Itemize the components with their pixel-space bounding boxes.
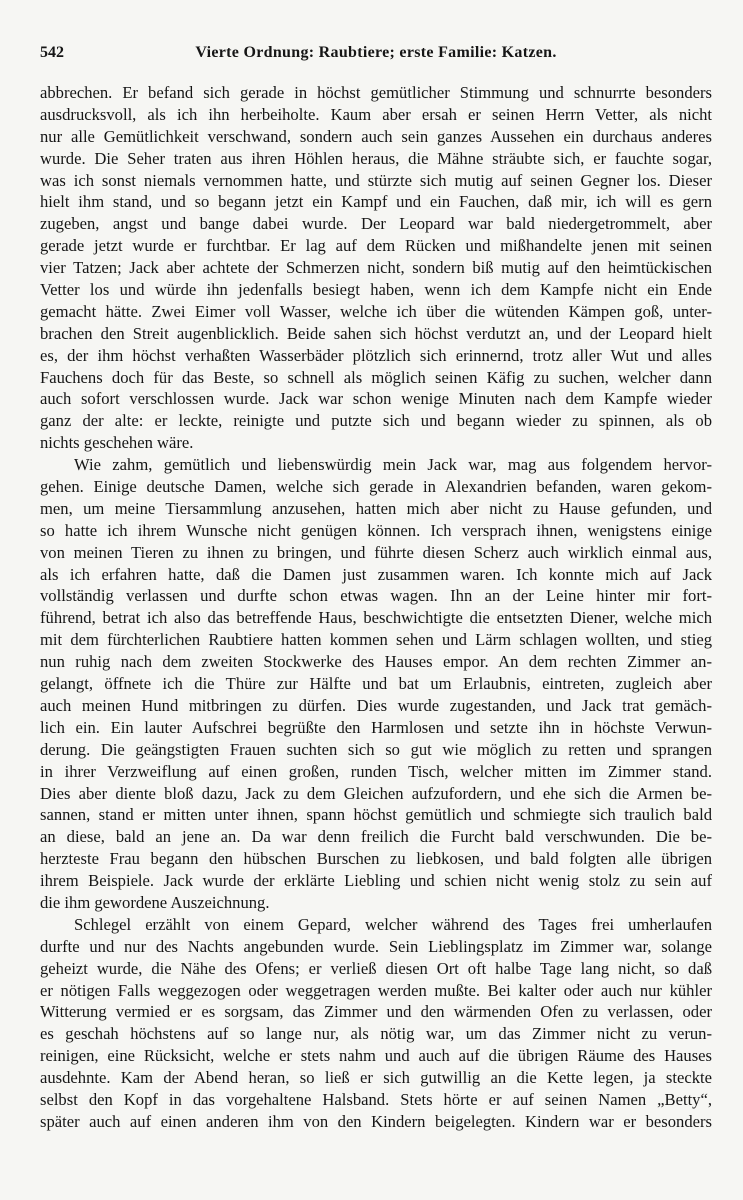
text-line: sannen, stand er mitten unter ihnen, spann höchst gemütlich und schmiegte sich traulich bald (40, 805, 712, 825)
text-line: derung. Die geängstigten Frauen suchten sich so gut wie möglich zu retten und sprangen (40, 739, 712, 759)
text-line: führend, betrat ich also das betreffende Haus, beschwichtigte die entsetzten Diener, welche mich (40, 608, 712, 628)
text-line: in ihrer Verzweiflung auf einen großen, runden Tisch, welcher mitten im Zimmer stand. (40, 761, 712, 781)
text-line: auch meinen Hund mitbringen zu dürfen. Dies wurde zugestanden, und Jack trat gemäch- (40, 695, 712, 715)
text-line: men, um meine Tiersammlung anzusehen, hatten mich aber nicht zu Hause gefunden, und (40, 498, 712, 518)
text-line: die ihm gewordene Auszeichnung. (40, 892, 270, 912)
text-line: Dies aber diente bloß dazu, Jack zu dem Gleichen aufzufordern, und ehe sich die Armen be- (40, 783, 712, 803)
text-line: ganz der alte: er leckte, reinigte und putzte sich und begann wieder zu spinnen, als ob (40, 411, 712, 431)
page-number: 542 (40, 44, 64, 61)
paragraph (40, 914, 712, 1133)
text-line: so hatte ich ihrem Wunsche nicht genügen können. Ich versprach ihnen, wenigstens einige (40, 520, 712, 540)
text-line: gemacht hätte. Zwei Eimer voll Wasser, welche ich über die wütenden Kämpen goß, unter- (40, 301, 712, 321)
text-line: er nötigen Falls weggezogen oder weggetragen werden mußte. Bei kalter oder auch nur kühler (40, 980, 712, 1000)
text-line: brachen den Streit augenblicklich. Beide sahen sich höchst verdutzt an, und der Leopard hielt (40, 323, 712, 343)
text-line: von meinen Tieren zu ihnen zu bringen, und führte diesen Scherz auch wirklich einmal aus, (40, 542, 712, 562)
text-line: abbrechen. Er befand sich gerade in höchst gemütlicher Stimmung und schnurrte besonders (40, 83, 712, 102)
text-line: zugeben, angst und bange dabei wurde. Der Leopard war bald niedergetrommelt, aber (40, 214, 712, 234)
text-line: mit dem fürchterlichen Raubtiere hatten kommen sehen und Lärm schlagen wollten, und stieg (40, 630, 712, 650)
text-line: später auch auf einen anderen ihm von den Kindern beigelegten. Kindern war er besonders (40, 1111, 712, 1131)
text-line: an diese, bald an jene an. Da war denn freilich die Furcht bald verschwunden. Die be- (40, 827, 712, 847)
text-line: was ich sonst niemals vernommen hatte, und stürzte sich mutig auf seinen Gegner los. Dieser (40, 170, 712, 190)
text-line: durfte und nur des Nachts angebunden wurde. Sein Lieblingsplatz im Zimmer war, solange (40, 936, 712, 956)
text-line: ausdehnte. Kam der Abend heran, so ließ er sich gutwillig an die Kette legen, ja steckte (40, 1068, 712, 1088)
text-line: reinigen, eine Rücksicht, welche er stets nahm und auch auf die übrigen Räume des Hauses (40, 1046, 712, 1066)
text-line: lich ein. Ein lauter Aufschrei begrüßte den Harmlosen und setzte ihn in höchste Verwun- (40, 717, 712, 737)
text-line: ausdrucksvoll, als ich ihn herbeiholte. Kaum aber ersah er seinen Herrn Vetter, als nicht (40, 104, 712, 124)
text-line: herzteste Frau begann den hübschen Burschen zu liebkosen, und bald folgten alle übrigen (40, 849, 712, 869)
text-line: es, der ihm höchst verhaßten Wasserbäder plötzlich sich erinnernd, trotz aller Wut und alles (40, 345, 712, 365)
text-line: gehen. Einige deutsche Damen, welche sich gerade in Alexandrien befanden, waren gekom- (40, 477, 712, 497)
text-line: nichts geschehen wäre. (40, 433, 194, 453)
text-line: Schlegel erzählt von einem Gepard, welcher während des Tages frei umherlaufen (74, 914, 712, 934)
running-title: Vierte Ordnung: Raubtiere; erste Familie: Katzen. (195, 44, 557, 61)
page-header (40, 44, 712, 66)
text-line: selbst den Kopf in das vorgehaltene Halsband. Stets hörte er auf seinen Namen „Betty“, (40, 1089, 712, 1109)
text-line: hielt ihm stand, und so begann jetzt ein Kampf und ein Fauchen, daß mir, ich will es gern (40, 192, 712, 212)
text-line: gerade jetzt wurde er furchtbar. Er lag auf dem Rücken und mißhandelte jenen mit seinen (40, 236, 712, 256)
text-line: vier Tatzen; Jack aber achtete der Schmerzen nicht, sondern biß mutig auf den heimtückischen (40, 258, 712, 278)
text-line: vollständig verlassen und durfte schon etwas wagen. Ihn an der Leine hinter mir fort- (40, 586, 712, 606)
text-line: wurde. Die Seher traten aus ihren Höhlen heraus, die Mähne sträubte sich, er fauchte sogar, (40, 148, 712, 168)
text-line: Witterung vermied er es sorgsam, das Zimmer und den wärmenden Ofen zu verlassen, oder (40, 1002, 712, 1022)
text-line: geheizt wurde, die Nähe des Ofens; er verließ diesen Ort oft halbe Tage lang nicht, so daß (40, 958, 712, 978)
text-line: es geschah höchstens auf so lange nur, als nötig war, um das Zimmer nicht zu verun- (40, 1024, 712, 1044)
text-line: gelangt, öffnete ich die Thüre zur Hälfte und bat um Erlaubnis, eintreten, zugleich aber (40, 674, 712, 694)
text-line: ihrem Beispiele. Jack wurde der erklärte Liebling und schien nicht wenig stolz zu sein auf (40, 871, 712, 891)
paragraph (40, 454, 712, 914)
text-line: nun ruhig nach dem zweiten Stockwerke des Hauses empor. An dem rechten Zimmer an- (40, 652, 712, 672)
body-text (40, 82, 712, 1133)
text-line: Vetter los und würde ihn jedenfalls besiegt haben, wenn ich dem Kampfe nicht ein Ende (40, 280, 712, 300)
text-line: Wie zahm, gemütlich und liebenswürdig mein Jack war, mag aus folgendem hervor- (74, 455, 712, 475)
text-line: auch sofort verschlossen wurde. Jack war schon wenige Minuten nach dem Kampfe wieder (40, 389, 712, 409)
paragraph (40, 82, 712, 454)
text-line: als ich erfahren hatte, daß die Damen just zusammen waren. Ich konnte mich auf Jack (40, 564, 712, 584)
text-line: Fauchens doch für das Beste, so schnell als möglich seinen Käfig zu suchen, welcher dann (40, 367, 712, 387)
text-line: nur alle Gemütlichkeit verschwand, sondern auch sein ganzes Aussehen ein durchaus anderes (40, 126, 712, 146)
